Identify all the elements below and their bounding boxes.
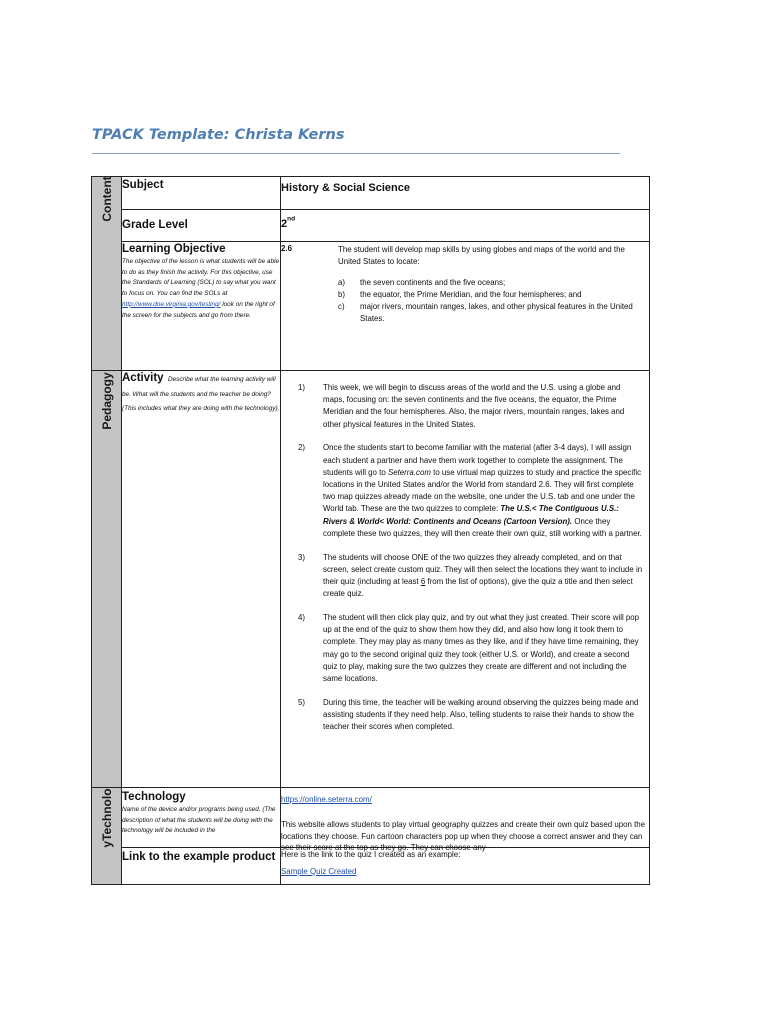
row-technology [92, 788, 650, 848]
title-underline [92, 153, 620, 154]
activity-step: 3) The students will choose ONE of the two quizzes they already completed, and on that screen, select create custom quiz. They will then select the locations they want to include in their quiz (including at least 6 from the list of options), give the quiz a title and then select create quiz. [298, 552, 643, 599]
standard-item: a) the seven continents and the five oceans; [338, 278, 506, 288]
grade-label: Grade Level [122, 219, 188, 231]
row-subject [92, 177, 650, 210]
site-name: Seterra.com [387, 467, 431, 477]
row-example [92, 848, 650, 885]
standard-row [281, 244, 649, 267]
objective-description [122, 257, 280, 321]
section-technology [92, 788, 122, 885]
standard-text: The student will develop map skills by using globes and maps of the world and the United States to locate: [338, 245, 625, 266]
objective-desc-after: look on the right of the screen for the subjects and go from there. [122, 300, 275, 319]
activity-step: 5) During this time, the teacher will be walking around observing the quizzes being made and assisting students if they need help. Also, telling students to raise their hands to show the teacher their scores when completed. [298, 697, 639, 732]
section-content-label: Content [99, 176, 114, 222]
activity-desc: Describe what the learning activity will be. What will the students and the teacher be doing? (This includes what they are doing with the technology). [122, 376, 280, 413]
standard-items [338, 277, 649, 325]
standard-item: b) the equator, the Prime Meridian, and the four hemispheres; and [338, 290, 582, 300]
objective-label: Learning Objective [122, 243, 226, 255]
grade-value: 2 [281, 218, 288, 230]
activity-steps [281, 371, 649, 733]
activity-description [122, 371, 280, 415]
sol-link[interactable]: http://www.doe.virginia.gov/testing/ [122, 300, 221, 308]
standard-number: 2.6 [281, 244, 292, 253]
document-title: TPACK Template: Christa Kerns [92, 127, 345, 143]
technology-label: Technology [122, 791, 186, 803]
example-text: Here is the link to the quiz I created as an example: [281, 850, 461, 859]
technology-text: This website allows students to play virtual geography quizzes and create their own quiz based upon the locations they choose. Fun cartoon characters pop up when they choose a correct answer and they can see their score at the top as they go. They can choose any [281, 820, 646, 853]
row-activity [92, 371, 650, 788]
section-technology-label: yTechnolo [99, 788, 114, 848]
section-pedagogy-label: Pedagogy [99, 372, 114, 430]
sample-quiz-link[interactable]: Sample Quiz Created [281, 866, 357, 876]
activity-label: Activity [122, 372, 164, 384]
technology-desc: Name of the device and/or programs being used. (The description of what the students will be doing with the technology will be included in the [122, 806, 276, 835]
example-label: Link to the example product [122, 851, 276, 863]
quiz-names: The U.S.< The Contiguous U.S.: Rivers & World< World: Continents and Oceans (Cartoon Version). [323, 504, 619, 526]
subject-value: History & Social Science [281, 182, 410, 194]
tpack-table [91, 176, 650, 885]
objective-desc-before: The objective of the lesson is what students will be able to do as they finish the activity. For this objective, use the Standards of Learning (SOL) to say what you want to focus on. You can find the SOLs at [122, 258, 280, 298]
activity-step: 4) The student will then click play quiz, and try out what they just created. Their score will pop up at the end of the quiz to show them how they did, and also how long it took them to complete. They may play as many times as they like, and if they have time remaining, they may go to the second original quiz they took (either U.S. or World), and create a second quiz to play, making sure the two quizzes they create are different and not including the same locations. [298, 613, 640, 684]
row-objective [92, 242, 650, 371]
seterra-link[interactable]: https://online.seterra.com/ [281, 795, 372, 804]
activity-step: 1) This week, we will begin to discuss areas of the world and the U.S. using a globe and maps, focusing on: the seven continents and the five oceans, the equator, the Prime Meridian and the four hemispheres. Also, the major rivers, mountain ranges, lakes and other physical features in the United States. [298, 383, 625, 429]
row-grade [92, 210, 650, 242]
standard-item: c) major rivers, mountain ranges, lakes, and other physical features in the United States. [338, 302, 633, 324]
section-pedagogy [92, 371, 122, 788]
grade-suffix: nd [287, 215, 296, 223]
activity-step: 2) Once the students start to become familiar with the material (after 3-4 days), I will assign each student a partner and have them work together to complete the assignment. The students will go to Seterra.com to use virtual map quizzes to study and practice the specific locations in the United States and/or the World from standard 2.6. They will first complete two map quizzes already made on the website, one under the U.S. tab and one under the World tab. These are the two quizzes to complete: The U.S.< The Contiguous U.S.: Rivers & World< World: Continents and Oceans (Cartoon Version). Once they complete these two quizzes, they will then create their own quiz, still working with a partner. [298, 443, 642, 538]
section-content [92, 177, 122, 371]
subject-label: Subject [122, 179, 164, 191]
location-count: 6 [420, 577, 426, 587]
